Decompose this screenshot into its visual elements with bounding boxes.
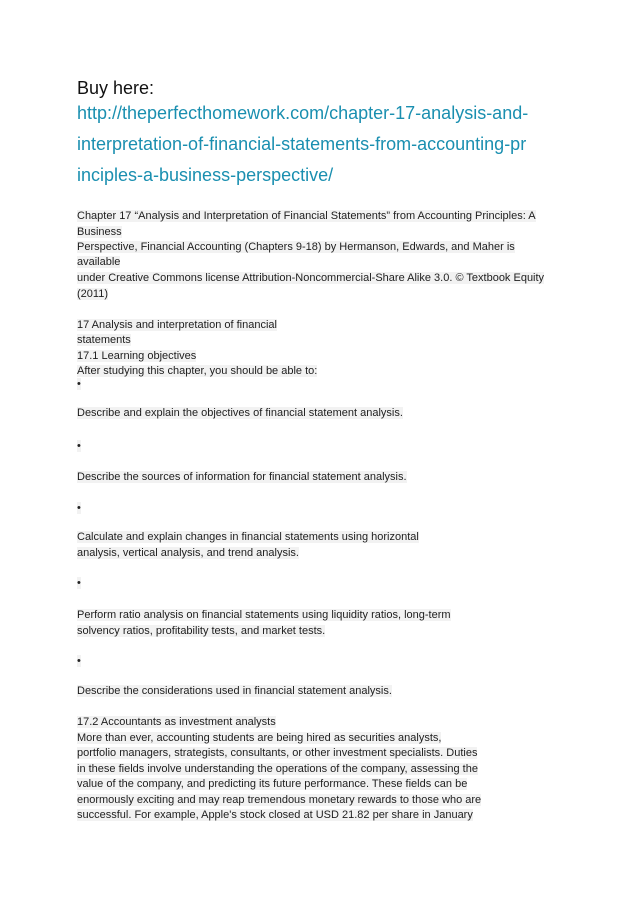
objective-item: Describe the considerations used in financial statement analysis.: [77, 685, 392, 697]
chapter-heading: 17 Analysis and interpretation of financial: [77, 319, 277, 331]
citation-line: Perspective, Financial Accounting (Chapters 9-18) by Hermanson, Edwards, and Maher is: [77, 241, 515, 253]
body-text-line: successful. For example, Apple's stock closed at USD 21.82 per share in January: [77, 809, 473, 821]
citation-line: available: [77, 256, 121, 268]
body-text-line: in these fields involve understanding the operations of the company, assessing the: [77, 763, 478, 775]
bullet-icon: •: [77, 502, 81, 514]
citation-line: Business: [77, 226, 122, 238]
citation-line: under Creative Commons license Attribution-Noncommercial-Share Alike 3.0. © Textbook Equity: [77, 272, 545, 284]
intro-text: After studying this chapter, you should be able to:: [77, 365, 318, 377]
body-text-line: enormously exciting and may reap tremendous monetary rewards to those who are: [77, 794, 482, 806]
product-link-line-3[interactable]: inciples-a-business-perspective/: [77, 165, 334, 185]
body-text-line: portfolio managers, strategists, consultants, or other investment specialists. Duties: [77, 747, 478, 759]
objective-item: analysis, vertical analysis, and trend analysis.: [77, 547, 299, 559]
objective-item: Describe the sources of information for financial statement analysis.: [77, 471, 407, 483]
bullet-icon: •: [77, 577, 81, 589]
body-text-line: value of the company, and predicting its future performance. These fields can be: [77, 778, 468, 790]
section-heading: 17.2 Accountants as investment analysts: [77, 716, 276, 728]
objective-item: Describe and explain the objectives of financial statement analysis.: [77, 407, 403, 419]
section-heading: 17.1 Learning objectives: [77, 350, 197, 362]
product-link-line-2[interactable]: interpretation-of-financial-statements-from-accounting-pr: [77, 134, 527, 154]
body-text-line: More than ever, accounting students are being hired as securities analysts,: [77, 732, 442, 744]
bullet-icon: •: [77, 440, 81, 452]
bullet-icon: •: [77, 655, 81, 667]
objective-item: Perform ratio analysis on financial statements using liquidity ratios, long-term: [77, 609, 451, 621]
chapter-heading: statements: [77, 334, 131, 346]
product-link-line-1[interactable]: http://theperfecthomework.com/chapter-17-analysis-and-: [77, 103, 529, 123]
buy-here-label: Buy here:: [77, 78, 155, 98]
objective-item: solvency ratios, profitability tests, and market tests.: [77, 625, 326, 637]
objective-item: Calculate and explain changes in financial statements using horizontal: [77, 531, 419, 543]
bullet-icon: •: [77, 378, 81, 390]
citation-line: Chapter 17 “Analysis and Interpretation of Financial Statements” from Accounting Principles: A: [77, 210, 536, 222]
citation-line: (2011): [77, 288, 108, 300]
